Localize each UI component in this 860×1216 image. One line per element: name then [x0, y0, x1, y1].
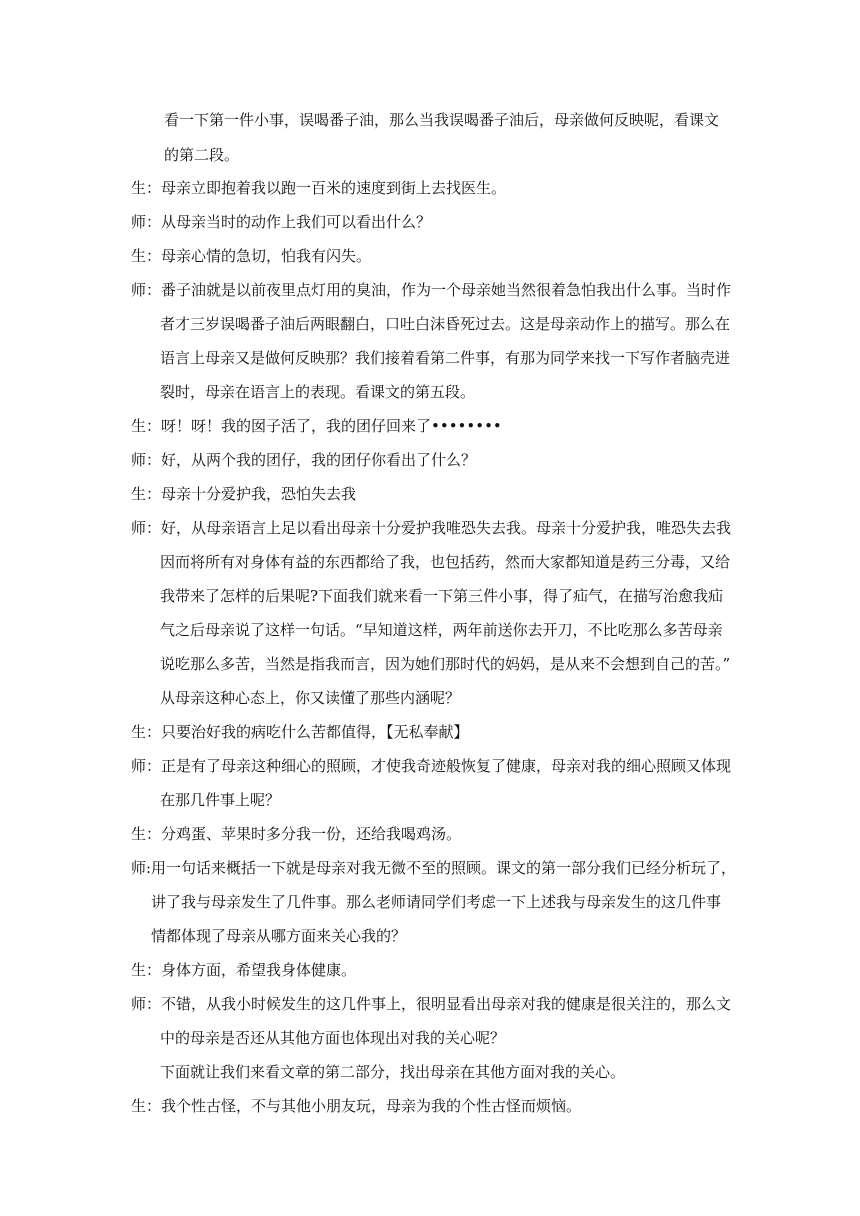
- text-line: 生：只要治好我的病吃什么苦都值得，【无私奉献】: [131, 723, 469, 741]
- text-line: 看一下第一件小事，误喝番子油，那么当我误喝番子油后，母亲做何反映呢，看课文: [164, 111, 720, 129]
- text-line: 生：呀！呀！我的囡子活了，我的团仔回来了••••••••: [131, 417, 502, 435]
- text-line: 情都体现了母亲从哪方面来关心我的？: [151, 927, 407, 945]
- text-line: 下面就让我们来看文章的第二部分，找出母亲在其他方面对我的关心。: [160, 1063, 626, 1081]
- text-line: 师：番子油就是以前夜里点灯用的臭油，作为一个母亲她当然很着急怕我出什么事。当时作: [131, 281, 732, 299]
- text-line: 裂时，母亲在语言上的表现。看课文的第五段。: [160, 383, 476, 401]
- text-line: 中的母亲是否还从其他方面也体现出对我的关心呢？: [160, 1029, 506, 1047]
- text-line: 从母亲这种心态上，你又读懂了那些内涵呢？: [160, 689, 461, 707]
- text-line: 生：母亲心情的急切，怕我有闪失。: [131, 247, 372, 265]
- text-line: 生：身体方面，希望我身体健康。: [131, 961, 357, 979]
- text-line: 说吃那么多苦，当然是指我而言，因为她们那时代的妈妈，是从来不会想到自己的苦。”: [160, 655, 731, 673]
- text-line: 师：好，从母亲语言上足以看出母亲十分爱护我唯恐失去我。母亲十分爱护我，唯恐失去我: [131, 519, 732, 537]
- text-line: 因而将所有对身体有益的东西都给了我，也包括药，然而大家都知道是药三分毒，又给: [160, 553, 731, 571]
- text-line: 生：我个性古怪，不与其他小朋友玩，母亲为我的个性古怪而烦恼。: [131, 1097, 582, 1115]
- text-line: 在那几件事上呢？: [160, 791, 281, 809]
- text-line: 者才三岁误喝番子油后两眼翻白，口吐白沫昏死过去。这是母亲动作上的描写。那么在: [160, 315, 731, 333]
- text-line: 的第二段。: [164, 146, 240, 164]
- text-line: 师：好，从两个我的团仔，我的团仔你看出了什么？: [131, 451, 477, 469]
- text-line: 语言上母亲又是做何反映那？我们接着看第二件事，有那为同学来找一下写作者脑壳迸: [160, 349, 731, 367]
- text-line: 生：母亲立即抱着我以跑一百米的速度到街上去找医生。: [131, 179, 507, 197]
- text-line: 生：分鸡蛋、苹果时多分我一份，还给我喝鸡汤。: [131, 825, 462, 843]
- text-line: 气之后母亲说了这样一句话。“早知道这样，两年前送你去开刀，不比吃那么多苦母亲: [160, 621, 723, 639]
- text-line: 师:用一句话来概括一下就是母亲对我无微不至的照顾。课文的第一部分我们已经分析玩了，: [131, 859, 737, 877]
- text-line: 我带来了怎样的后果呢?下面我们就来看一下第三件小事，得了疝气，在描写治愈我疝: [160, 587, 724, 605]
- text-line: 师：正是有了母亲这种细心的照顾，才使我奇迹般恢复了健康，母亲对我的细心照顾又体现: [131, 757, 732, 775]
- text-line: 师：不错，从我小时候发生的这几件事上，很明显看出母亲对我的健康是很关注的，那么文: [131, 995, 732, 1013]
- text-line: 师：从母亲当时的动作上我们可以看出什么？: [131, 213, 432, 231]
- text-line: 讲了我与母亲发生了几件事。那么老师请同学们考虑一下上述我与母亲发生的这几件事: [151, 893, 722, 911]
- text-line: 生：母亲十分爱护我，恐怕失去我: [131, 485, 357, 503]
